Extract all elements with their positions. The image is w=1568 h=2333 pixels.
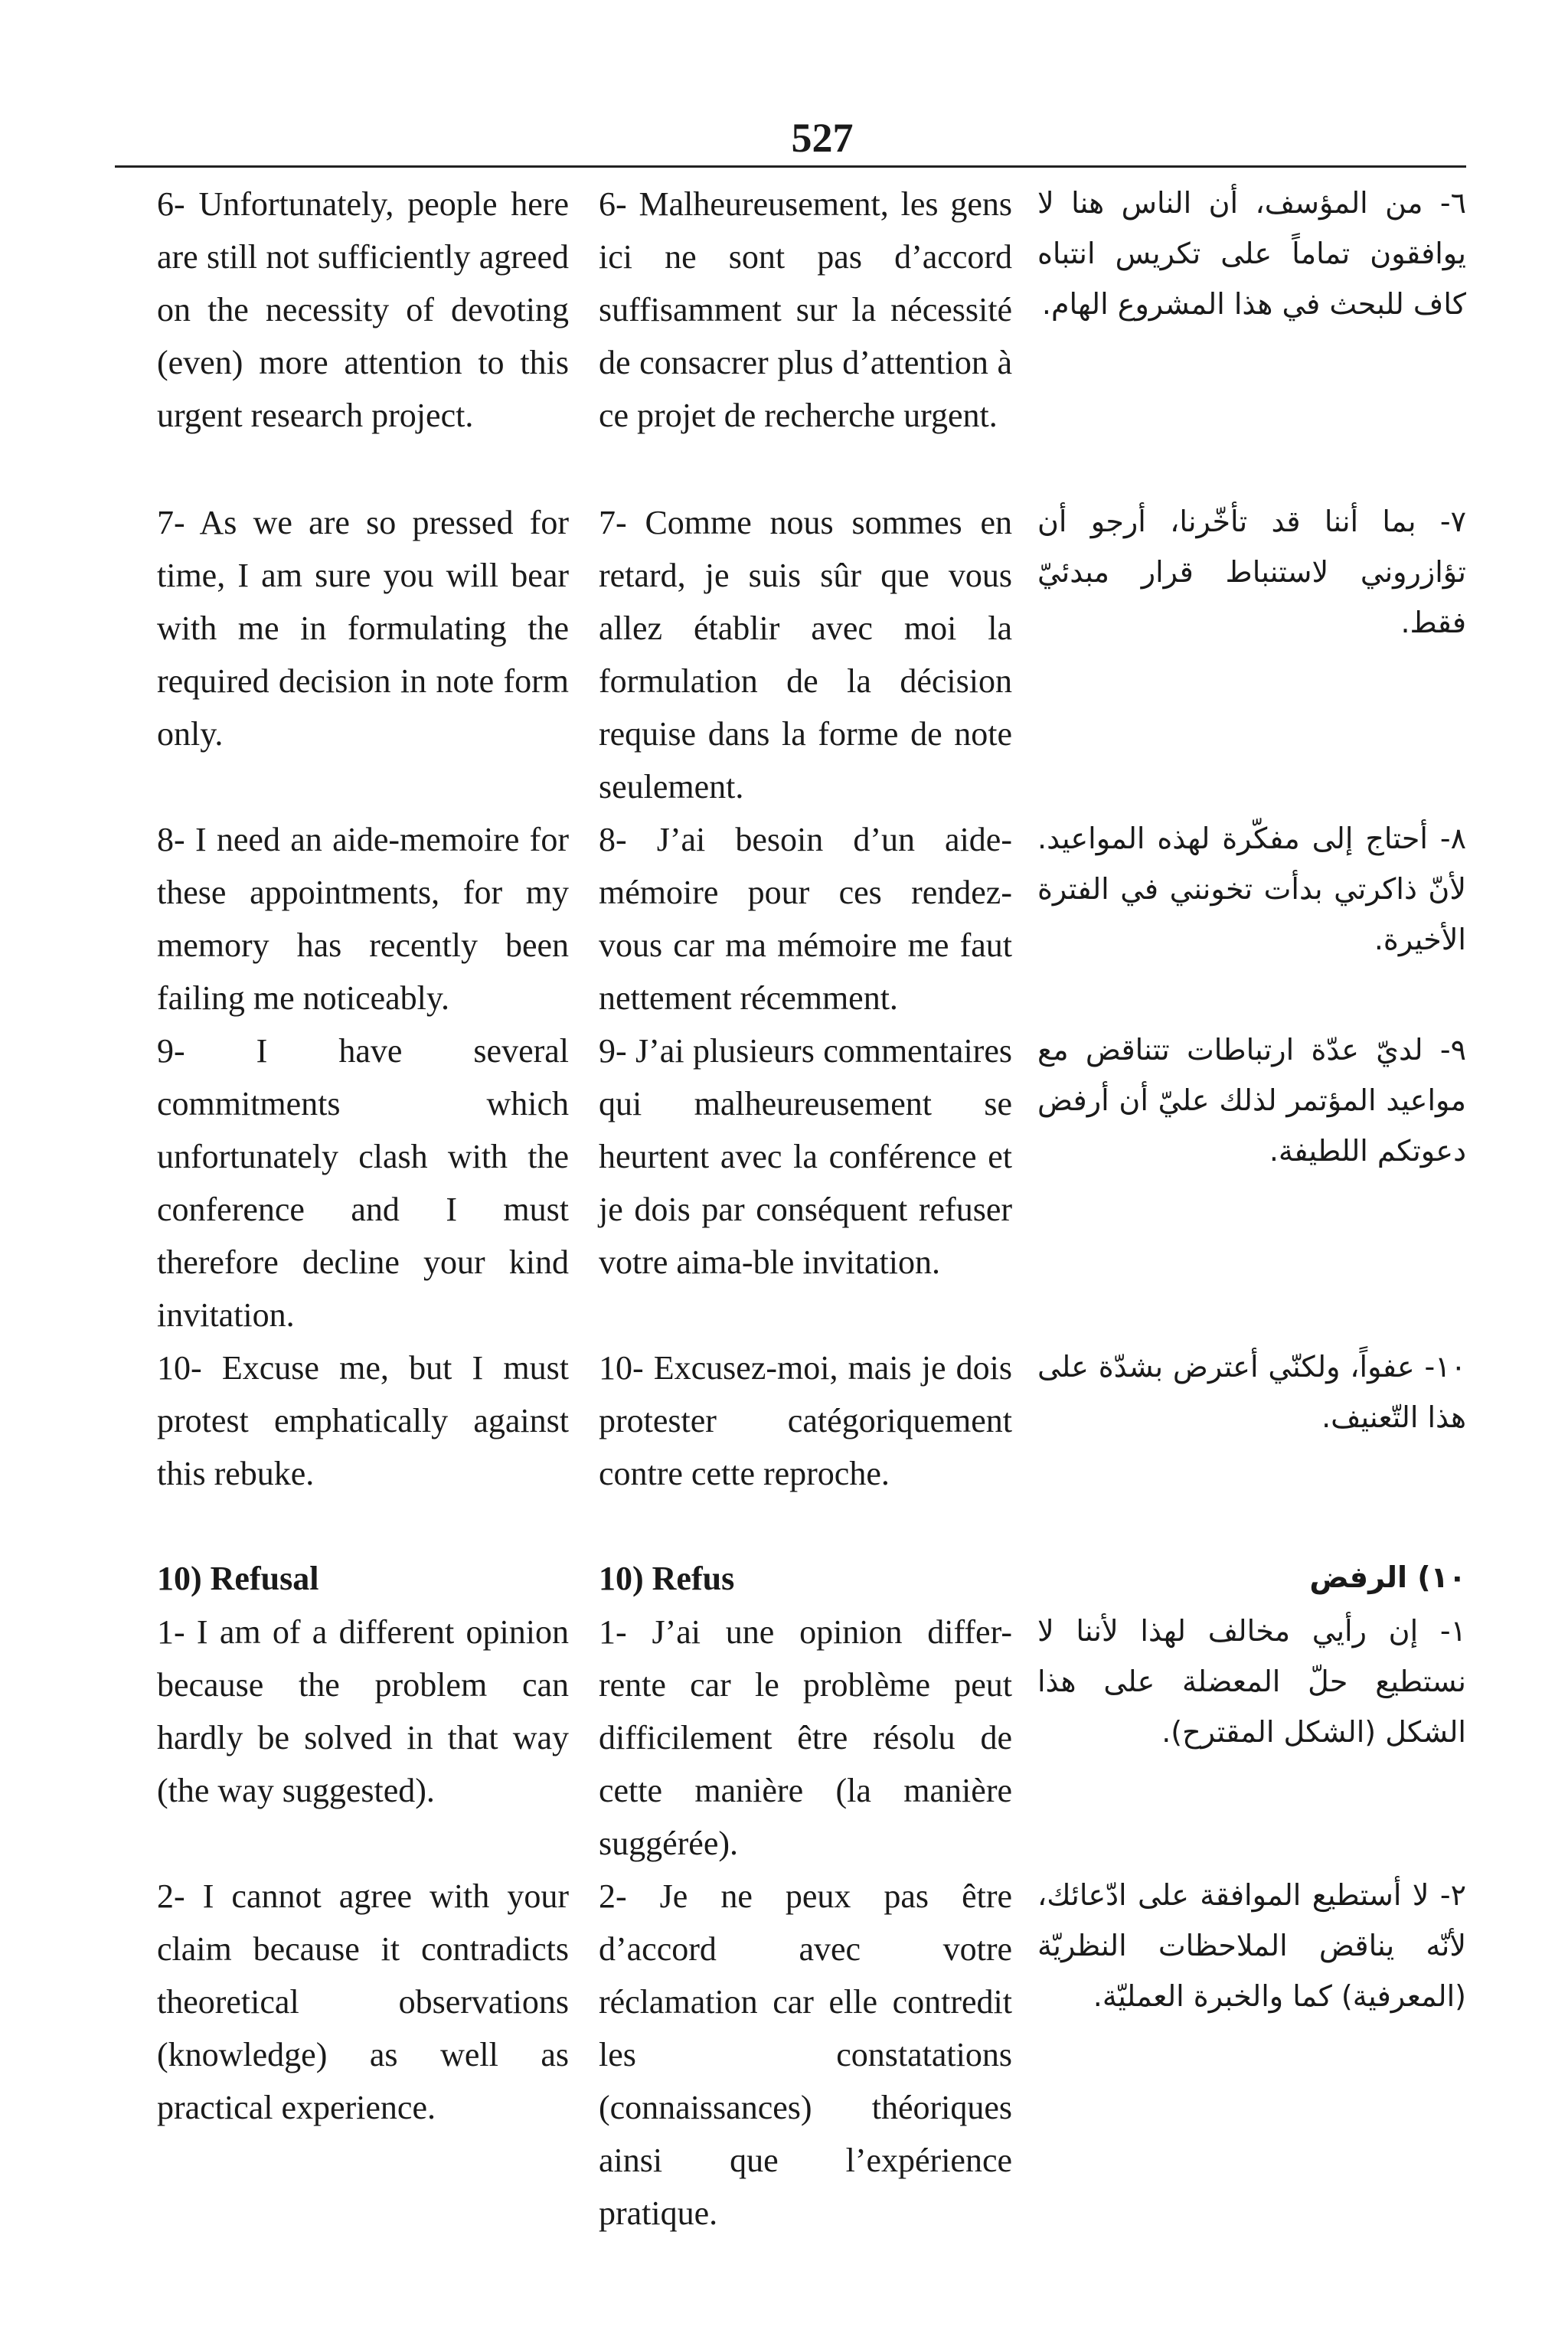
arabic-text: ١٠- عفواً، ولكنّي أعترض بشدّة على هذا التّعنيف. xyxy=(1037,1350,1466,1434)
arabic-text: ٦- من المؤسف، أن الناس هنا لا يوافقون تماماً على تكريس انتباه كاف للبحث في هذا المشروع الهام. xyxy=(1037,186,1466,321)
french-text: 2- Je ne peux pas être d’accord avec votre réclamation car elle contredit les constatations (connaissances) théoriques ainsi que l’expérience pratique. xyxy=(599,1877,1012,2232)
section-heading-english: 10) Refusal xyxy=(157,1560,319,1597)
arabic-text: ٨- أحتاج إلى مفكّرة لهذه المواعيد. لأنّ ذاكرتي بدأت تخونني في الفترة الأخيرة. xyxy=(1037,822,1466,956)
french-text: 9- J’ai plusieurs commentaires qui malheureusement se heurtent avec la conférence et je dois par conséquent refuser votre aima-ble invitation. xyxy=(599,1032,1012,1281)
french-text: 6- Malheureusement, les gens ici ne sont pas d’accord suffisamment sur la nécessité de consacrer plus d’attention à ce projet de recherche urgent. xyxy=(599,185,1012,434)
section-heading-arabic: ١٠) الرفض xyxy=(1309,1560,1466,1594)
english-text: 8- I need an aide-memoire for these appointments, for my memory has recently been failing me noticeably. xyxy=(157,821,569,1017)
english-text: 9- I have several commitments which unfortunately clash with the conference and I must therefore decline your kind invitation. xyxy=(157,1032,569,1334)
arabic-text: ٢- لا أستطيع الموافقة على ادّعائك، لأنّه يناقض الملاحظات النظريّة (المعرفية) كما والخبرة العمليّة. xyxy=(1037,1878,1466,2013)
french-text: 1- J’ai une opinion differ-rente car le problème peut difficilement être résolu de cette manière (la manière suggérée). xyxy=(599,1613,1012,1862)
arabic-text: ١- إن رأيي مخالف لهذا لأننا لا نستطيع حلّ المعضلة على هذا الشكل (الشكل المقترح). xyxy=(1037,1614,1466,1749)
english-text: 6- Unfortunately, people here are still not sufficiently agreed on the necessity of devoting (even) more attention to this urgent research project. xyxy=(157,185,569,434)
arabic-text: ٧- بما أننا قد تأخّرنا، أرجو أن تؤازروني لاستنباط قرار مبدئيّ فقط. xyxy=(1037,505,1466,639)
header-rule xyxy=(115,165,1466,168)
english-text: 1- I am of a different opinion because the problem can hardly be solved in that way (the way suggested). xyxy=(157,1613,569,1809)
english-text: 2- I cannot agree with your claim because it contradicts theoretical observations (knowledge) as well as practical experience. xyxy=(157,1877,569,2126)
french-text: 10- Excusez-moi, mais je dois protester catégoriquement contre cette reproche. xyxy=(599,1349,1012,1492)
french-text: 8- J’ai besoin d’un aide-mémoire pour ces rendez-vous car ma mémoire me faut nettement récemment. xyxy=(599,821,1012,1017)
french-text: 7- Comme nous sommes en retard, je suis sûr que vous allez établir avec moi la formulation de la décision requise dans la forme de note seulement. xyxy=(599,504,1012,805)
arabic-text: ٩- لديّ عدّة ارتباطات تتناقض مع مواعيد المؤتمر لذلك عليّ أن أرفض دعوتكم اللطيفة. xyxy=(1037,1033,1466,1168)
page-number: 527 xyxy=(791,115,854,161)
section-heading-french: 10) Refus xyxy=(599,1560,735,1597)
english-text: 10- Excuse me, but I must protest emphatically against this rebuke. xyxy=(157,1349,569,1492)
english-text: 7- As we are so pressed for time, I am sure you will bear with me in formulating the required decision in note form only. xyxy=(157,504,569,753)
